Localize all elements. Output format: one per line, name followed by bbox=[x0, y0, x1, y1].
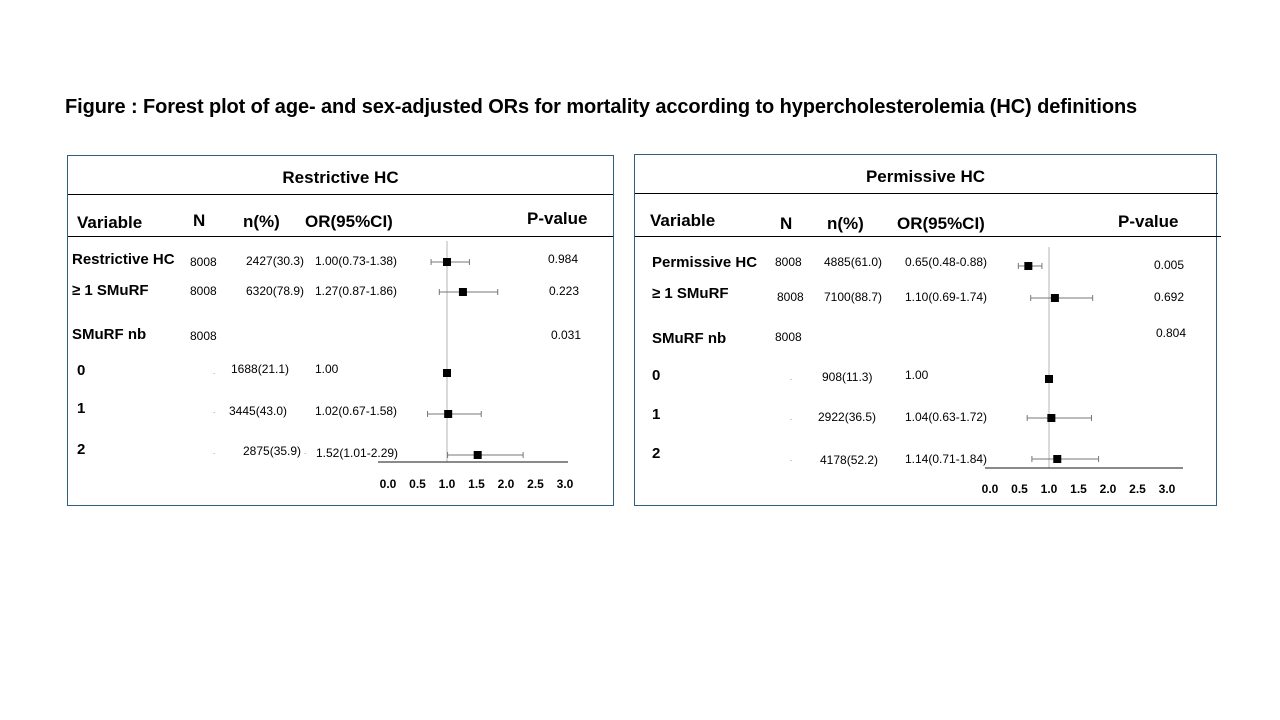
placeholder-dot: . bbox=[213, 447, 216, 456]
row-label: 0 bbox=[77, 362, 86, 379]
col-header-p: P-value bbox=[527, 209, 588, 228]
row-p: 0.804 bbox=[1156, 326, 1187, 340]
row-n: 8008 bbox=[775, 330, 802, 344]
x-tick-label: 1.0 bbox=[438, 477, 456, 491]
permissive-hc-panel bbox=[634, 154, 1217, 506]
row-n: 8008 bbox=[777, 290, 804, 304]
row-npct: 1688(21.1) bbox=[231, 362, 290, 376]
or-point bbox=[1053, 455, 1061, 463]
row-npct: 3445(43.0) bbox=[229, 404, 288, 418]
panel-title: Restrictive HC bbox=[282, 168, 399, 187]
col-header-n: N bbox=[193, 211, 206, 230]
or-point bbox=[444, 410, 452, 418]
row-npct: 2427(30.3) bbox=[246, 254, 305, 268]
or-point bbox=[443, 369, 451, 377]
row-label: Permissive HC bbox=[652, 254, 758, 271]
x-tick-label: 1.5 bbox=[1070, 482, 1087, 496]
forest-plot-restrictive bbox=[68, 156, 615, 507]
row-label: 2 bbox=[77, 441, 86, 458]
x-tick-label: 2.5 bbox=[1129, 482, 1146, 496]
forest-plot-permissive bbox=[635, 155, 1218, 507]
row-n: 8008 bbox=[190, 255, 217, 269]
col-header-variable: Variable bbox=[650, 211, 716, 230]
x-tick-label: 0.0 bbox=[379, 477, 397, 491]
row-or: 1.27(0.87-1.86) bbox=[315, 284, 398, 298]
placeholder-dot: . bbox=[213, 367, 216, 376]
row-or: 1.00 bbox=[315, 362, 339, 376]
row-label: ≥ 1 SMuRF bbox=[72, 282, 149, 299]
x-tick-label: 2.5 bbox=[527, 477, 544, 491]
row-label: SMuRF nb bbox=[72, 326, 147, 343]
col-header-npct: n(%) bbox=[827, 214, 864, 233]
row-npct: 7100(88.7) bbox=[824, 290, 883, 304]
row-npct: 4178(52.2) bbox=[820, 453, 879, 467]
row-label: SMuRF nb bbox=[652, 330, 727, 347]
row-or: 1.04(0.63-1.72) bbox=[905, 410, 988, 424]
restrictive-hc-panel bbox=[67, 155, 614, 506]
col-header-or: OR(95%CI) bbox=[897, 214, 985, 233]
x-tick-label: 2.0 bbox=[497, 477, 515, 491]
or-point bbox=[459, 288, 467, 296]
row-n: 8008 bbox=[190, 329, 217, 343]
x-tick-label: 3.0 bbox=[1158, 482, 1176, 496]
row-n: 8008 bbox=[190, 284, 217, 298]
row-label: 1 bbox=[77, 400, 86, 417]
col-header-p: P-value bbox=[1118, 212, 1179, 231]
x-tick-label: 1.0 bbox=[1040, 482, 1058, 496]
x-tick-label: 0.0 bbox=[981, 482, 999, 496]
x-tick-label: 2.0 bbox=[1099, 482, 1117, 496]
row-or: 1.10(0.69-1.74) bbox=[905, 290, 988, 304]
x-tick-label: 0.5 bbox=[409, 477, 426, 491]
or-point bbox=[474, 451, 482, 459]
col-header-n: N bbox=[780, 214, 793, 233]
row-n: 8008 bbox=[775, 255, 802, 269]
col-header-or: OR(95%CI) bbox=[305, 212, 393, 231]
row-p: 0.692 bbox=[1154, 290, 1185, 304]
row-or: 1.02(0.67-1.58) bbox=[315, 404, 398, 418]
row-or: 1.00(0.73-1.38) bbox=[315, 254, 398, 268]
row-label: ≥ 1 SMuRF bbox=[652, 285, 729, 302]
row-npct: 2875(35.9) bbox=[243, 444, 302, 458]
row-or: 0.65(0.48-0.88) bbox=[905, 255, 988, 269]
row-label: 2 bbox=[652, 445, 661, 462]
or-point bbox=[443, 258, 451, 266]
row-p: 0.031 bbox=[551, 328, 582, 342]
row-p: 0.984 bbox=[548, 252, 579, 266]
placeholder-dot: . bbox=[304, 447, 307, 456]
or-point bbox=[1051, 294, 1059, 302]
col-header-variable: Variable bbox=[77, 213, 143, 232]
row-p: 0.005 bbox=[1154, 258, 1185, 272]
row-label: 0 bbox=[652, 367, 661, 384]
row-npct: 4885(61.0) bbox=[824, 255, 883, 269]
row-npct: 908(11.3) bbox=[822, 370, 873, 384]
row-or: 1.00 bbox=[905, 368, 929, 382]
row-label: 1 bbox=[652, 406, 661, 423]
or-point bbox=[1024, 262, 1032, 270]
placeholder-dot: . bbox=[790, 373, 793, 382]
panel-title: Permissive HC bbox=[865, 167, 986, 186]
row-npct: 2922(36.5) bbox=[818, 410, 877, 424]
x-tick-label: 1.5 bbox=[468, 477, 485, 491]
row-label: Restrictive HC bbox=[72, 251, 175, 268]
row-p: 0.223 bbox=[549, 284, 580, 298]
figure-title: Figure : Forest plot of age- and sex-adjusted ORs for mortality according to hypercholesterolemia (HC) definitions bbox=[65, 96, 1138, 118]
placeholder-dot: . bbox=[790, 454, 793, 463]
or-point bbox=[1045, 375, 1053, 383]
row-or: 1.14(0.71-1.84) bbox=[905, 452, 988, 466]
or-point bbox=[1047, 414, 1055, 422]
x-tick-label: 0.5 bbox=[1011, 482, 1028, 496]
x-tick-label: 3.0 bbox=[556, 477, 574, 491]
placeholder-dot: . bbox=[790, 413, 793, 422]
row-or: 1.52(1.01-2.29) bbox=[316, 446, 399, 460]
col-header-npct: n(%) bbox=[243, 212, 280, 231]
row-npct: 6320(78.9) bbox=[246, 284, 305, 298]
placeholder-dot: . bbox=[213, 406, 216, 415]
